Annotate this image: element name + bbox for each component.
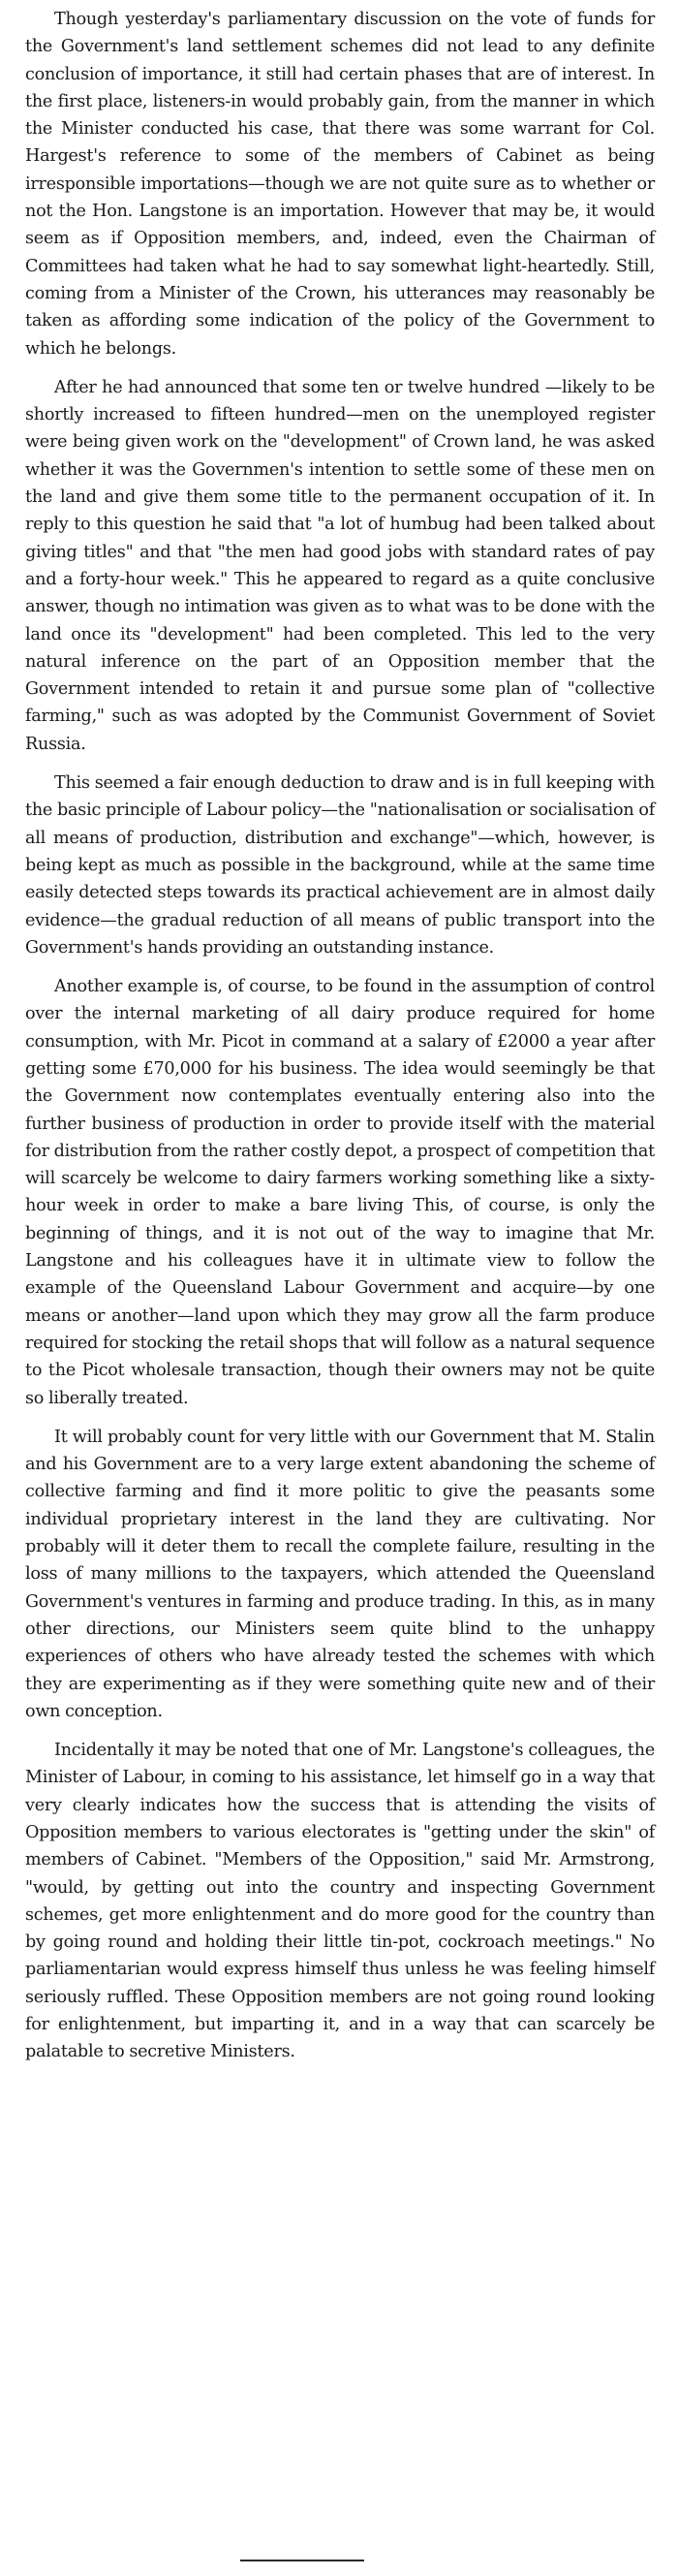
paragraph-1: Though yesterday's parliamentary discussion on the vote of funds for the Government's land settlement schemes did not lead to any definite conclusion of importance, it still had certain phases that are of interest. In the first place, listeners-in would probably gain, from the manner in which the Minister conducted his case, that there was some warrant for Col. Hargest's reference to some of the members of Cabinet as being irresponsible importations—though we are not quite sure as to whether or not the Hon. Langstone is an importation. However that may be, it would seem as if Opposition members, and, indeed, even the Chairman of Committees had taken what he had to say somewhat light-heartedly. Still, coming from a Minister of the Crown, his utterances may reasonably be taken as affording some indication of the policy of the Government to which he belongs. xyxy=(25,10,655,359)
paragraph-3: This seemed a fair enough deduction to draw and is in full keeping with the basic principle of Labour policy—the "nationalisation or socialisation of all means of production, distribution and exchange"—which, however, is being kept as much as possible in the background, while at the same time easily detected steps towards its practical achievement are in almost daily evidence—the gradual reduction of all means of public transport into the Government's hands providing an outstanding instance. xyxy=(25,773,655,958)
paragraph-4: Another example is, of course, to be found in the assumption of control over the internal marketing of all dairy produce required for home consumption, with Mr. Picot in command at a salary of £2000 a year after getting some £70,000 for his business. The idea would seemingly be that the Government now contemplates eventually entering also into the further business of production in order to provide itself with the material for distribution from the rather costly depot, a prospect of competition that will scarcely be welcome to dairy farmers working something like a sixty-hour week in order to make a bare living This, of course, is only the beginning of things, and it is not out of the way to imagine that Mr. Langstone and his colleagues have it in ultimate view to follow the example of the Queensland Labour Government and acquire—by one means or another—land upon which they may grow all the farm produce required for stocking the retail shops that will follow as a natural sequence to the Picot wholesale transaction, though their owners may not be quite so liberally treated. xyxy=(25,977,655,1408)
article-column xyxy=(25,6,655,2078)
paragraph-5: It will probably count for very little with our Government that M. Stalin and his Government are to a very large extent abandoning the scheme of collective farming and find it more politic to give the peasants some individual proprietary interest in the land they are cultivating. Nor probably will it deter them to recall the complete failure, resulting in the loss of many millions to the taxpayers, which attended the Queensland Government's ventures in farming and produce trading. In this, as in many other directions, our Ministers seem quite blind to the unhappy experiences of others who have already tested the schemes with which they are experimenting as if they were something quite new and of their own conception. xyxy=(25,1427,655,1721)
paragraph-6: Incidentally it may be noted that one of Mr. Langstone's colleagues, the Minister of Labour, in coming to his assistance, let himself go in a way that very clearly indicates how the success that is attending the visits of Opposition members to various electorates is "getting under the skin" of members of Cabinet. "Members of the Opposition," said Mr. Armstrong, "would, by getting out into the country and inspecting Government schemes, get more enlightenment and do more good for the country than by going round and holding their little tin-pot, cockroach meetings." No parliamentarian would express himself thus unless he was feeling himself seriously ruffled. These Opposition members are not going round looking for enlightenment, but imparting it, and in a way that can scarcely be palatable to secretive Ministers. xyxy=(25,1741,655,2062)
end-of-article-rule xyxy=(240,2560,364,2561)
paragraph-2: After he had announced that some ten or twelve hundred —likely to be shortly increased to fifteen hundred—men on the unemployed register were being given work on the "development" of Crown land, he was asked whether it was the Governmen's intention to settle some of these men on the land and give them some title to the permanent occupation of it. In reply to this question he said that "a lot of humbug had been talked about giving titles" and that "the men had good jobs with standard rates of pay and a forty-hour week." This he appeared to regard as a quite conclusive answer, though no intimation was given as to what was to be done with the land once its "development" had been completed. This led to the very natural inference on the part of an Opposition member that the Government intended to retain it and pursue some plan of "collective farming," such as was adopted by the Communist Government of Soviet Russia. xyxy=(25,377,655,754)
